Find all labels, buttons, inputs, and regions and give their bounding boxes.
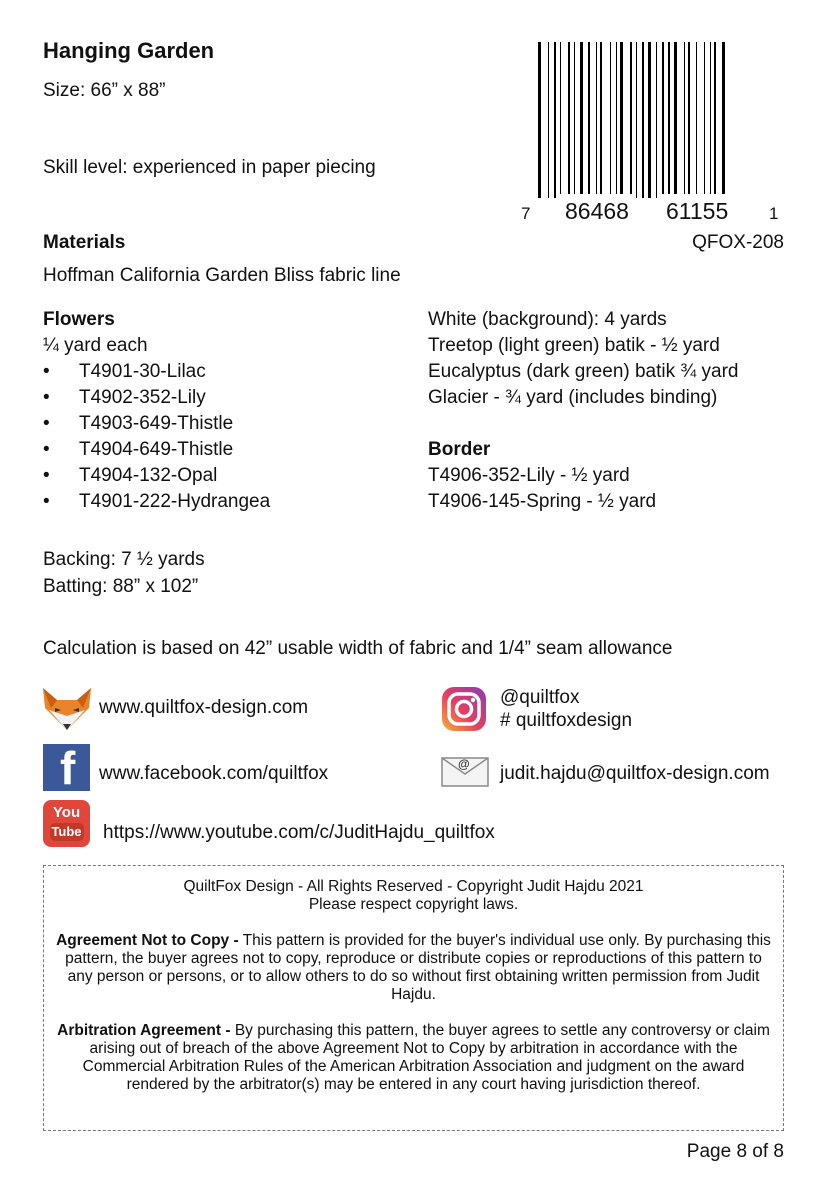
fabrics-section: [428, 307, 739, 515]
barcode-bar: [714, 42, 716, 198]
fox-logo-icon: [43, 686, 91, 732]
barcode-bar: [538, 42, 541, 198]
calculation-note: Calculation is based on 42” usable width of fabric and 1/4” seam allowance: [43, 638, 673, 659]
barcode-bar: [588, 42, 590, 198]
barcode-bar: [580, 42, 583, 198]
arbitration-text: By purchasing this pattern, the buyer agrees to settle any controversy or claim arising out of breach of the above Agreement Not to Copy by arbitration in accordance with the Commercial Arbitration Rules of the American Arbitration Association and judgment on the award rendered by the arbitrator(s) may be entered in any court having jurisdiction thereof.: [82, 1022, 770, 1093]
barcode-group-one: 86468: [565, 198, 629, 224]
barcode-bar: [648, 42, 651, 198]
size-text: Size: 66” x 88”: [43, 80, 166, 101]
barcode-group-two: 61155: [666, 198, 729, 224]
email-link[interactable]: judit.hajdu@quiltfox-design.com: [500, 763, 770, 784]
copyright-line: QuiltFox Design - All Rights Reserved - Copyright Judit Hajdu 2021: [183, 878, 644, 895]
instagram-icon: [441, 686, 487, 732]
pattern-code: QFOX-208: [692, 232, 784, 253]
arbitration-heading: Arbitration Agreement -: [57, 1022, 231, 1039]
agreement-heading: Agreement Not to Copy -: [56, 932, 239, 949]
fabric-item: Eucalyptus (dark green) batik ¾ yard: [428, 361, 739, 382]
barcode-bar: [636, 42, 637, 198]
page-title: Hanging Garden: [43, 38, 215, 63]
barcode-bar: [548, 42, 549, 198]
barcode-bar: [668, 42, 670, 198]
copyright-reminder: Please respect copyright laws.: [308, 896, 519, 913]
barcode-bar: [696, 42, 697, 198]
flowers-quantity: ¼ yard each: [43, 335, 148, 356]
barcode-bar: [574, 42, 575, 198]
flowers-heading: Flowers: [43, 309, 115, 330]
flower-item: • T4902-352-Lily: [43, 385, 270, 411]
barcode-bar: [616, 42, 617, 198]
flower-item: • T4903-649-Thistle: [43, 411, 270, 437]
barcode-digit-left: 7: [521, 204, 531, 223]
barcode-bar: [710, 42, 711, 198]
barcode-bar: [596, 42, 597, 198]
website-link[interactable]: www.quiltfox-design.com: [99, 697, 309, 718]
barcode-bar: [704, 42, 705, 198]
barcode-bar: [620, 42, 623, 198]
barcode-bar: [630, 42, 632, 198]
materials-heading: Materials: [43, 232, 126, 253]
flowers-section: [43, 307, 270, 515]
agreement-paragraph: [54, 932, 773, 1004]
barcode-bar: [554, 42, 556, 198]
facebook-icon: f: [43, 744, 90, 791]
border-item: T4906-145-Spring - ½ yard: [428, 491, 657, 512]
youtube-icon: You Tube: [43, 800, 90, 847]
barcode-bar: [656, 42, 657, 198]
barcode-bar: [674, 42, 677, 198]
agreement-text: This pattern is provided for the buyer's individual use only. By purchasing this pattern, the buyer agrees not to copy, reproduce or distribute copies or reproductions of this pattern to any person or persons, or to allow others to do so without first obtaining written permission from Judit Hajdu.: [65, 932, 771, 1003]
instagram-hashtag: # quiltfoxdesign: [500, 710, 633, 731]
skill-level-text: Skill level: experienced in paper piecing: [43, 157, 376, 178]
flower-item: • T4901-30-Lilac: [43, 359, 270, 385]
batting-text: Batting: 88” x 102”: [43, 576, 199, 597]
facebook-link[interactable]: www.facebook.com/quiltfox: [99, 763, 329, 784]
barcode-bar: [600, 42, 602, 198]
barcode-bar: [684, 42, 685, 198]
fabric-line-text: Hoffman California Garden Bliss fabric line: [43, 265, 401, 286]
barcode-bar: [568, 42, 570, 198]
flower-item: • T4904-132-Opal: [43, 463, 270, 489]
flower-item: • T4904-649-Thistle: [43, 437, 270, 463]
arbitration-paragraph: [54, 1022, 773, 1094]
border-item: T4906-352-Lily - ½ yard: [428, 465, 630, 486]
barcode-digit-right: 1: [769, 204, 779, 223]
barcode-bar: [642, 42, 644, 198]
barcode-bar: [662, 42, 664, 198]
barcode-bar: [560, 42, 561, 198]
backing-text: Backing: 7 ½ yards: [43, 549, 205, 570]
fabric-item: White (background): 4 yards: [428, 309, 667, 330]
barcode-bar: [688, 42, 690, 198]
fabric-item: Glacier - ¾ yard (includes binding): [428, 387, 718, 408]
barcode: [538, 42, 764, 222]
legal-notice-box: [43, 865, 784, 1131]
instagram-handle[interactable]: @quiltfox: [500, 687, 580, 708]
email-at-symbol: @: [458, 757, 470, 771]
barcode-bar: [722, 42, 725, 198]
barcode-bar: [610, 42, 611, 198]
page-number: Page 8 of 8: [686, 1141, 784, 1162]
flower-item: • T4901-222-Hydrangea: [43, 489, 270, 515]
fabric-item: Treetop (light green) batik - ½ yard: [428, 335, 720, 356]
border-heading: Border: [428, 439, 491, 460]
youtube-link[interactable]: https://www.youtube.com/c/JuditHajdu_quiltfox: [103, 822, 495, 843]
